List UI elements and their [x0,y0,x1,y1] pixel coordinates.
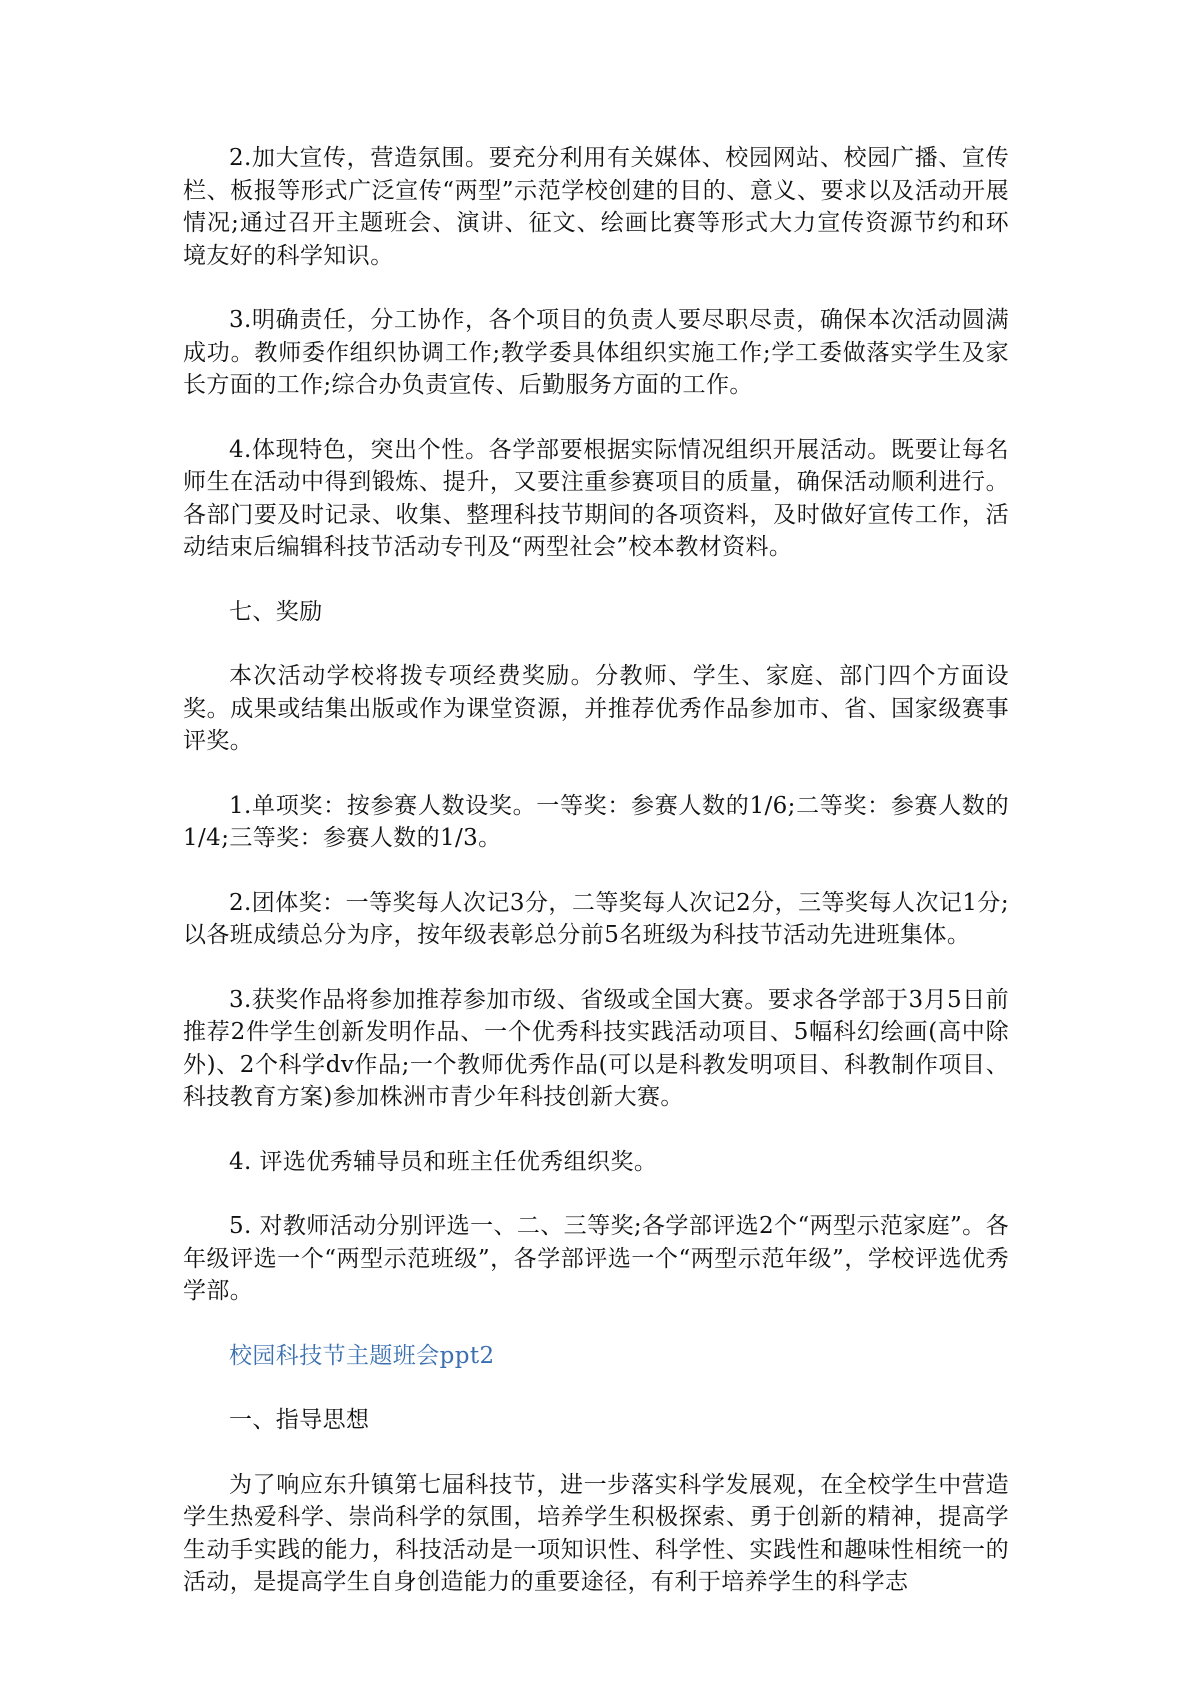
paragraph-rewards-intro: 本次活动学校将拨专项经费奖励。分教师、学生、家庭、部门四个方面设奖。成果或结集出版或作为课堂资源，并推荐优秀作品参加市、省、国家级赛事评奖。 [183,663,1009,754]
section-title-link[interactable]: 校园科技节主题班会ppt2 [229,1342,495,1369]
paragraph-publicity: 2.加大宣传，营造氛围。要充分利用有关媒体、校园网站、校园广播、宣传栏、板报等形式广泛宣传“两型”示范学校创建的目的、意义、要求以及活动开展情况;通过召开主题班会、演讲、征文、绘画比赛等形式大力宣传资源节约和环境友好的科学知识。 [183,145,1009,269]
document-page [183,142,1009,1631]
paragraph-recommended-works: 3.获奖作品将参加推荐参加市级、省级或全国大赛。要求各学部于3月5日前推荐2件学生创新发明作品、一个优秀科技实践活动项目、5幅科幻绘画(高中除外)、2个科学dv作品;一个教师优秀作品(可以是科教发明项目、科教制作项目、科技教育方案)参加株洲市青少年科技创新大赛。 [183,986,1009,1110]
section-heading-rewards: 七、奖励 [229,598,323,625]
paragraph-counselor-award: 4. 评选优秀辅导员和班主任优秀组织奖。 [229,1148,658,1175]
paragraph-guiding-idea: 为了响应东升镇第七届科技节，进一步落实科学发展观，在全校学生中营造学生热爱科学、崇尚科学的氛围，培养学生积极探索、勇于创新的精神，提高学生动手实践的能力，科技活动是一项知识性、科学性、实践性和趣味性相统一的活动，是提高学生自身创造能力的重要途径，有利于培养学生的科学志 [183,1471,1009,1595]
paragraph-teacher-award: 5. 对教师活动分别评选一、二、三等奖;各学部评选2个“两型示范家庭”。各年级评选一个“两型示范班级”，各学部评选一个“两型示范年级”，学校评选优秀学部。 [183,1213,1009,1304]
paragraph-characteristics: 4.体现特色，突出个性。各学部要根据实际情况组织开展活动。既要让每名师生在活动中得到锻炼、提升，又要注重参赛项目的质量，确保活动顺利进行。各部门要及时记录、收集、整理科技节期间的各项资料，及时做好宣传工作，活动结束后编辑科技节活动专刊及“两型社会”校本教材资料。 [183,436,1009,560]
section-heading-guiding-idea: 一、指导思想 [229,1407,370,1433]
paragraph-team-award: 2.团体奖：一等奖每人次记3分，二等奖每人次记2分，三等奖每人次记1分;以各班成绩总分为序，按年级表彰总分前5名班级为科技节活动先进班集体。 [183,889,1009,948]
paragraph-responsibility: 3.明确责任，分工协作，各个项目的负责人要尽职尽责，确保本次活动圆满成功。教师委作组织协调工作;教学委具体组织实施工作;学工委做落实学生及家长方面的工作;综合办负责宣传、后勤服务方面的工作。 [183,307,1009,398]
paragraph-individual-award: 1.单项奖：按参赛人数设奖。一等奖：参赛人数的1/6;二等奖：参赛人数的1/4;三等奖：参赛人数的1/3。 [183,792,1009,851]
